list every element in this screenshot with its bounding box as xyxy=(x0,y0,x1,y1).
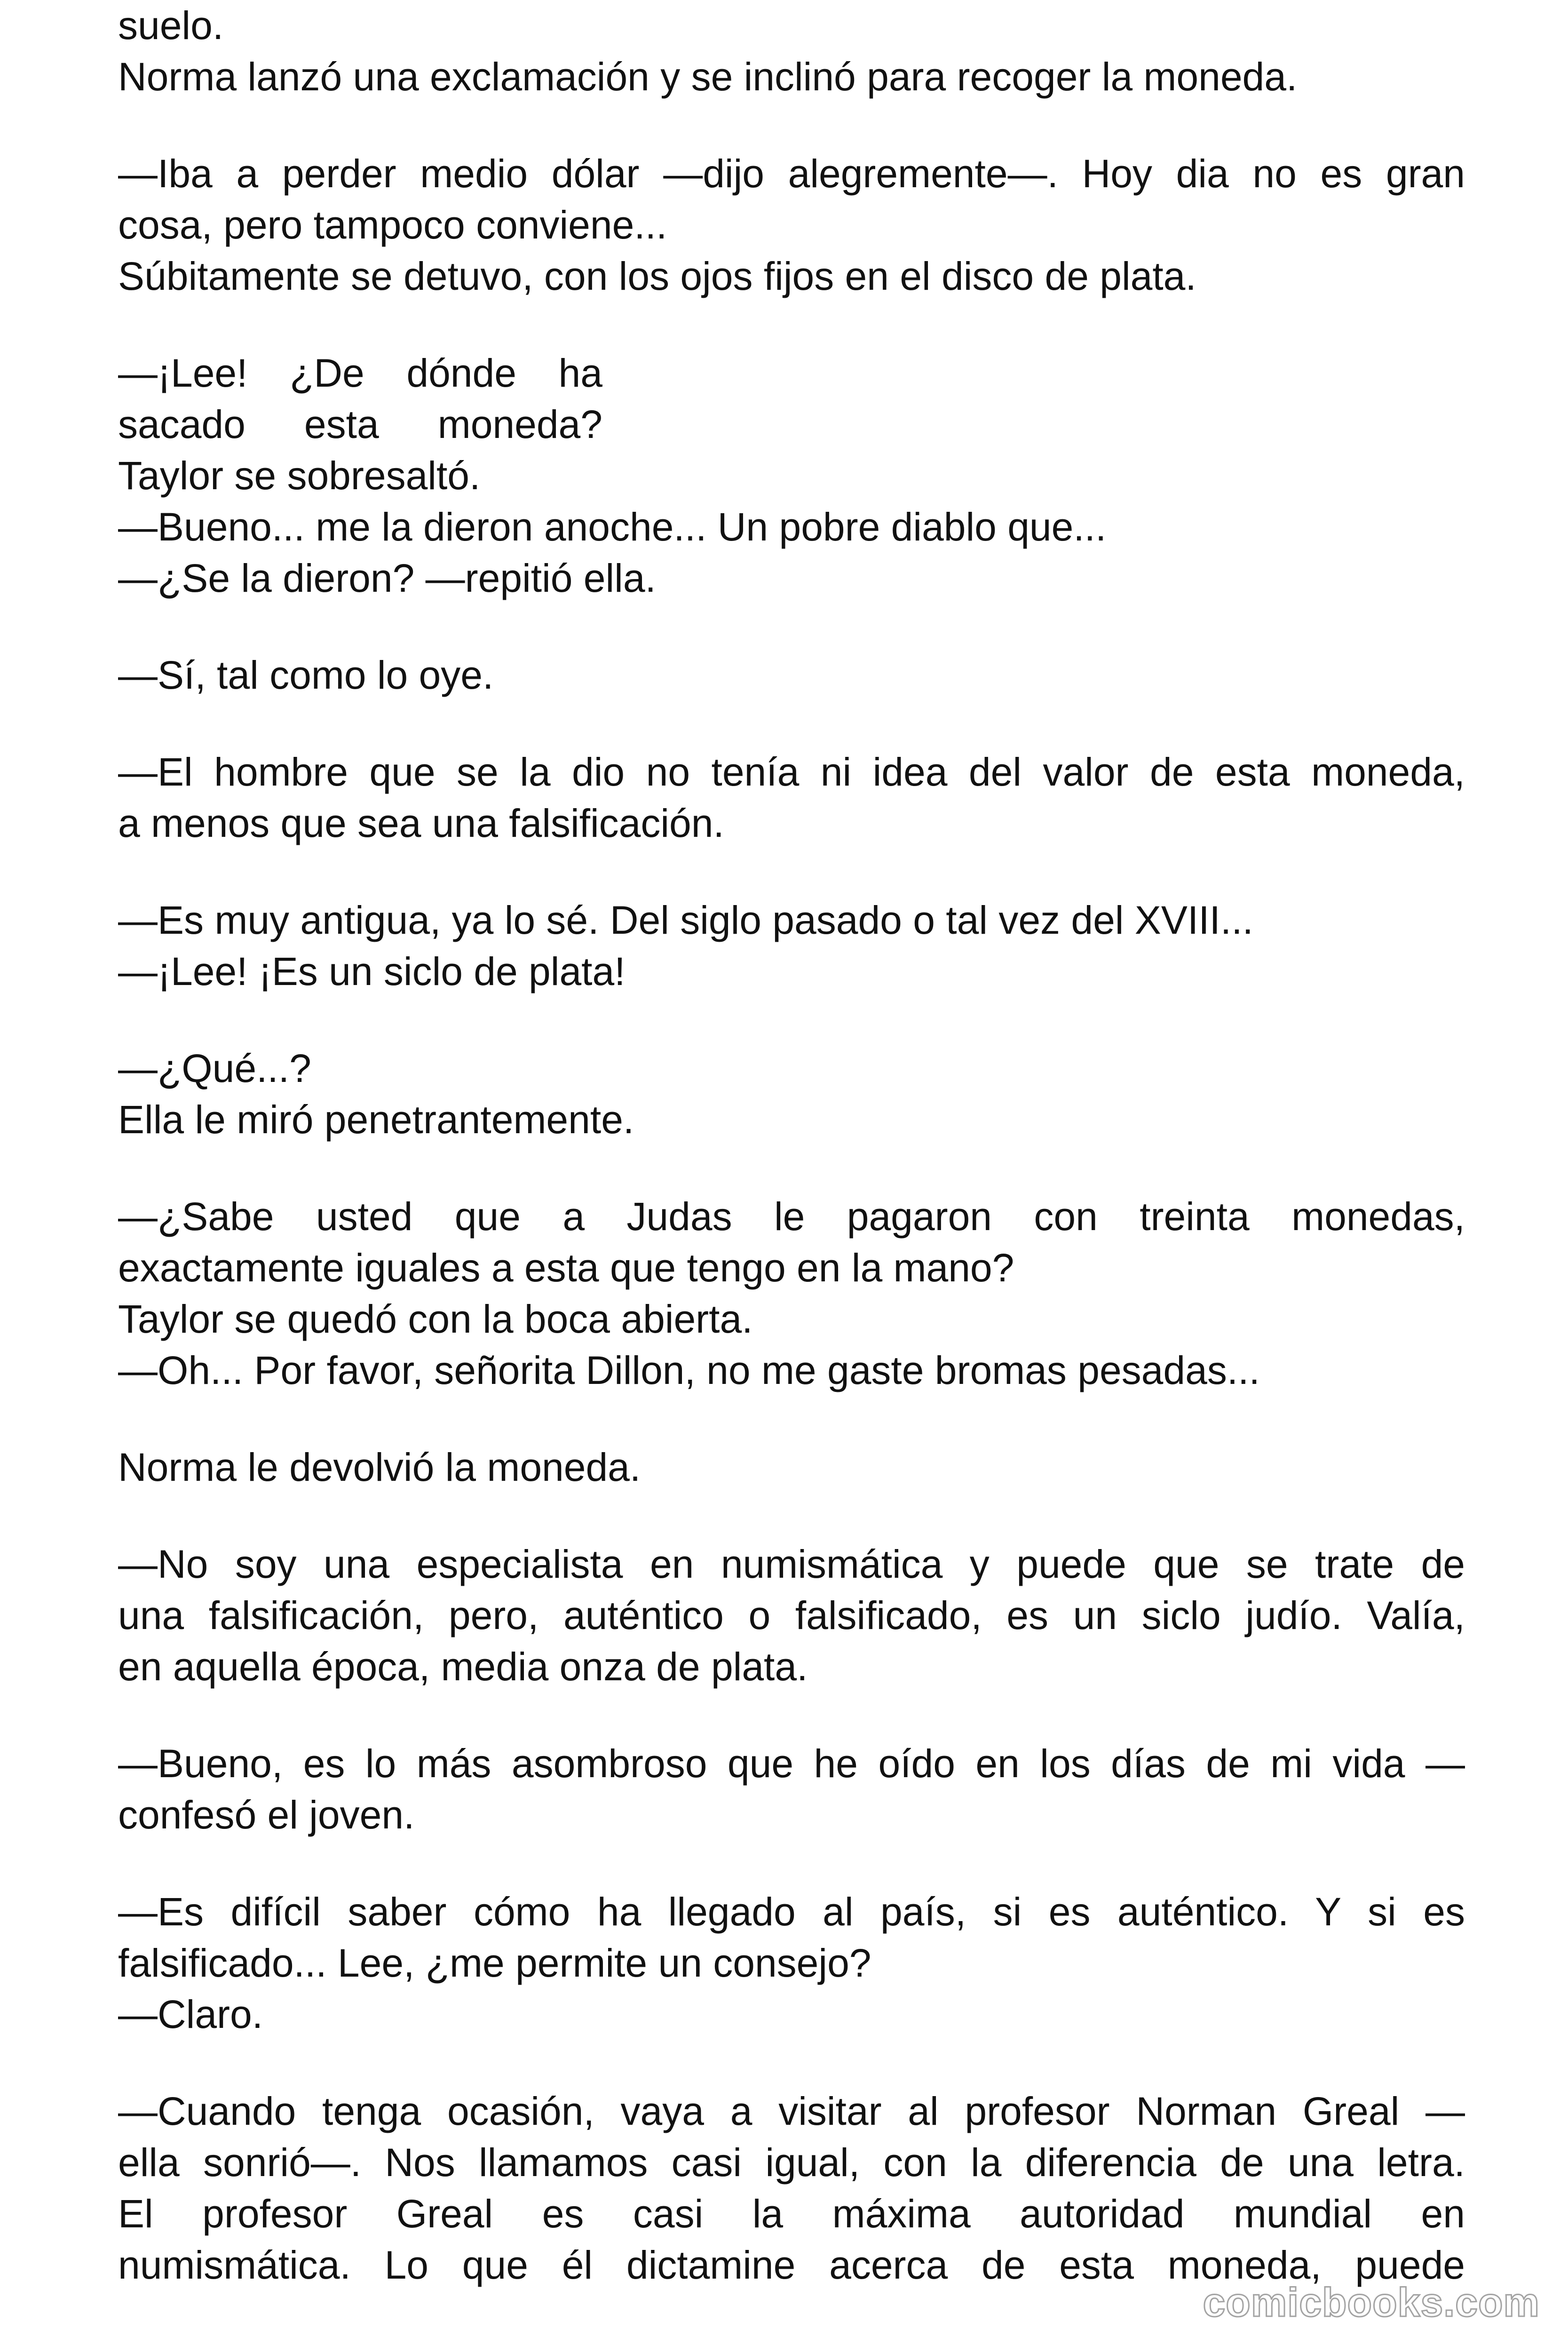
text-line: Norma le devolvió la moneda. xyxy=(118,1445,641,1489)
text-line: El profesor Greal es casi la máxima autoridad mundial en xyxy=(118,2192,1465,2236)
text-line: Taylor se sobresaltó. xyxy=(118,453,481,498)
paragraph xyxy=(118,1442,1465,1493)
text-line: en aquella época, media onza de plata. xyxy=(118,1645,808,1689)
text-line: —El hombre que se la dio no tenía ni idea del valor de esta moneda, xyxy=(118,750,1465,794)
paragraph xyxy=(118,1539,1465,1692)
text-line: una falsificación, pero, auténtico o falsificado, es un siclo judío. Valía, xyxy=(118,1593,1465,1637)
page-text xyxy=(118,0,1465,2352)
text-line: exactamente iguales a esta que tengo en la mano? xyxy=(118,1246,1014,1290)
text-line: —Sí, tal como lo oye. xyxy=(118,653,494,697)
text-line: —Es difícil saber cómo ha llegado al país, si es auténtico. Y si es xyxy=(118,1890,1465,1934)
text-line: —Oh... Por favor, señorita Dillon, no me gaste bromas pesadas... xyxy=(118,1348,1260,1392)
text-line: Súbitamente se detuvo, con los ojos fijos en el disco de plata. xyxy=(118,254,1196,298)
text-line: —Iba a perder medio dólar —dijo alegremente—. Hoy dia no es gran xyxy=(118,151,1465,196)
text-line: Ella le miró penetrantemente. xyxy=(118,1097,634,1142)
paragraph xyxy=(118,1043,1465,1145)
text-line: —Cuando tenga ocasión, vaya a visitar al profesor Norman Greal — xyxy=(118,2089,1465,2133)
text-line: —Claro. xyxy=(118,1992,263,2036)
text-line: —¿Sabe usted que a Judas le pagaron con treinta monedas, xyxy=(118,1194,1465,1239)
text-line: —Es muy antigua, ya lo sé. Del siglo pasado o tal vez del XVIII... xyxy=(118,898,1253,942)
paragraph xyxy=(118,747,1465,849)
paragraph xyxy=(118,895,1465,997)
text-line: cosa, pero tampoco conviene... xyxy=(118,203,667,247)
text-line: —¿Se la dieron? —repitió ella. xyxy=(118,556,656,600)
text-line: suelo. xyxy=(118,3,224,48)
paragraph xyxy=(118,1738,1465,1841)
text-line: —No soy una especialista en numismática y puede que se trate de xyxy=(118,1542,1465,1586)
paragraph xyxy=(118,148,1465,302)
text-line: confesó el joven. xyxy=(118,1793,415,1837)
text-line: ella sonrió—. Nos llamamos casi igual, con la diferencia de una letra. xyxy=(118,2140,1465,2185)
text-line: sacado esta moneda? xyxy=(118,402,602,446)
paragraph xyxy=(118,2086,1465,2291)
paragraph xyxy=(118,1886,1465,2040)
paragraph xyxy=(118,348,1465,604)
text-line: —Bueno... me la dieron anoche... Un pobre diablo que... xyxy=(118,505,1107,549)
paragraph xyxy=(118,0,1465,103)
text-line: —¡Lee! ¿De dónde ha xyxy=(118,351,602,395)
text-line: —Bueno, es lo más asombroso que he oído en los días de mi vida — xyxy=(118,1741,1465,1786)
text-line: Norma lanzó una exclamación y se inclinó para recoger la moneda. xyxy=(118,55,1298,99)
text-line: —¡Lee! ¡Es un siclo de plata! xyxy=(118,949,626,993)
paragraph xyxy=(118,1191,1465,1396)
text-line: falsificado... Lee, ¿me permite un consejo? xyxy=(118,1941,871,1985)
text-line: —¿Qué...? xyxy=(118,1046,311,1090)
paragraph xyxy=(118,650,1465,701)
text-line: Taylor se quedó con la boca abierta. xyxy=(118,1297,753,1341)
watermark-logo: comicbooks.com xyxy=(1203,2280,1540,2325)
text-line: numismática. Lo que él dictamine acerca de esta moneda, puede xyxy=(118,2243,1465,2287)
text-line: a menos que sea una falsificación. xyxy=(118,801,724,845)
